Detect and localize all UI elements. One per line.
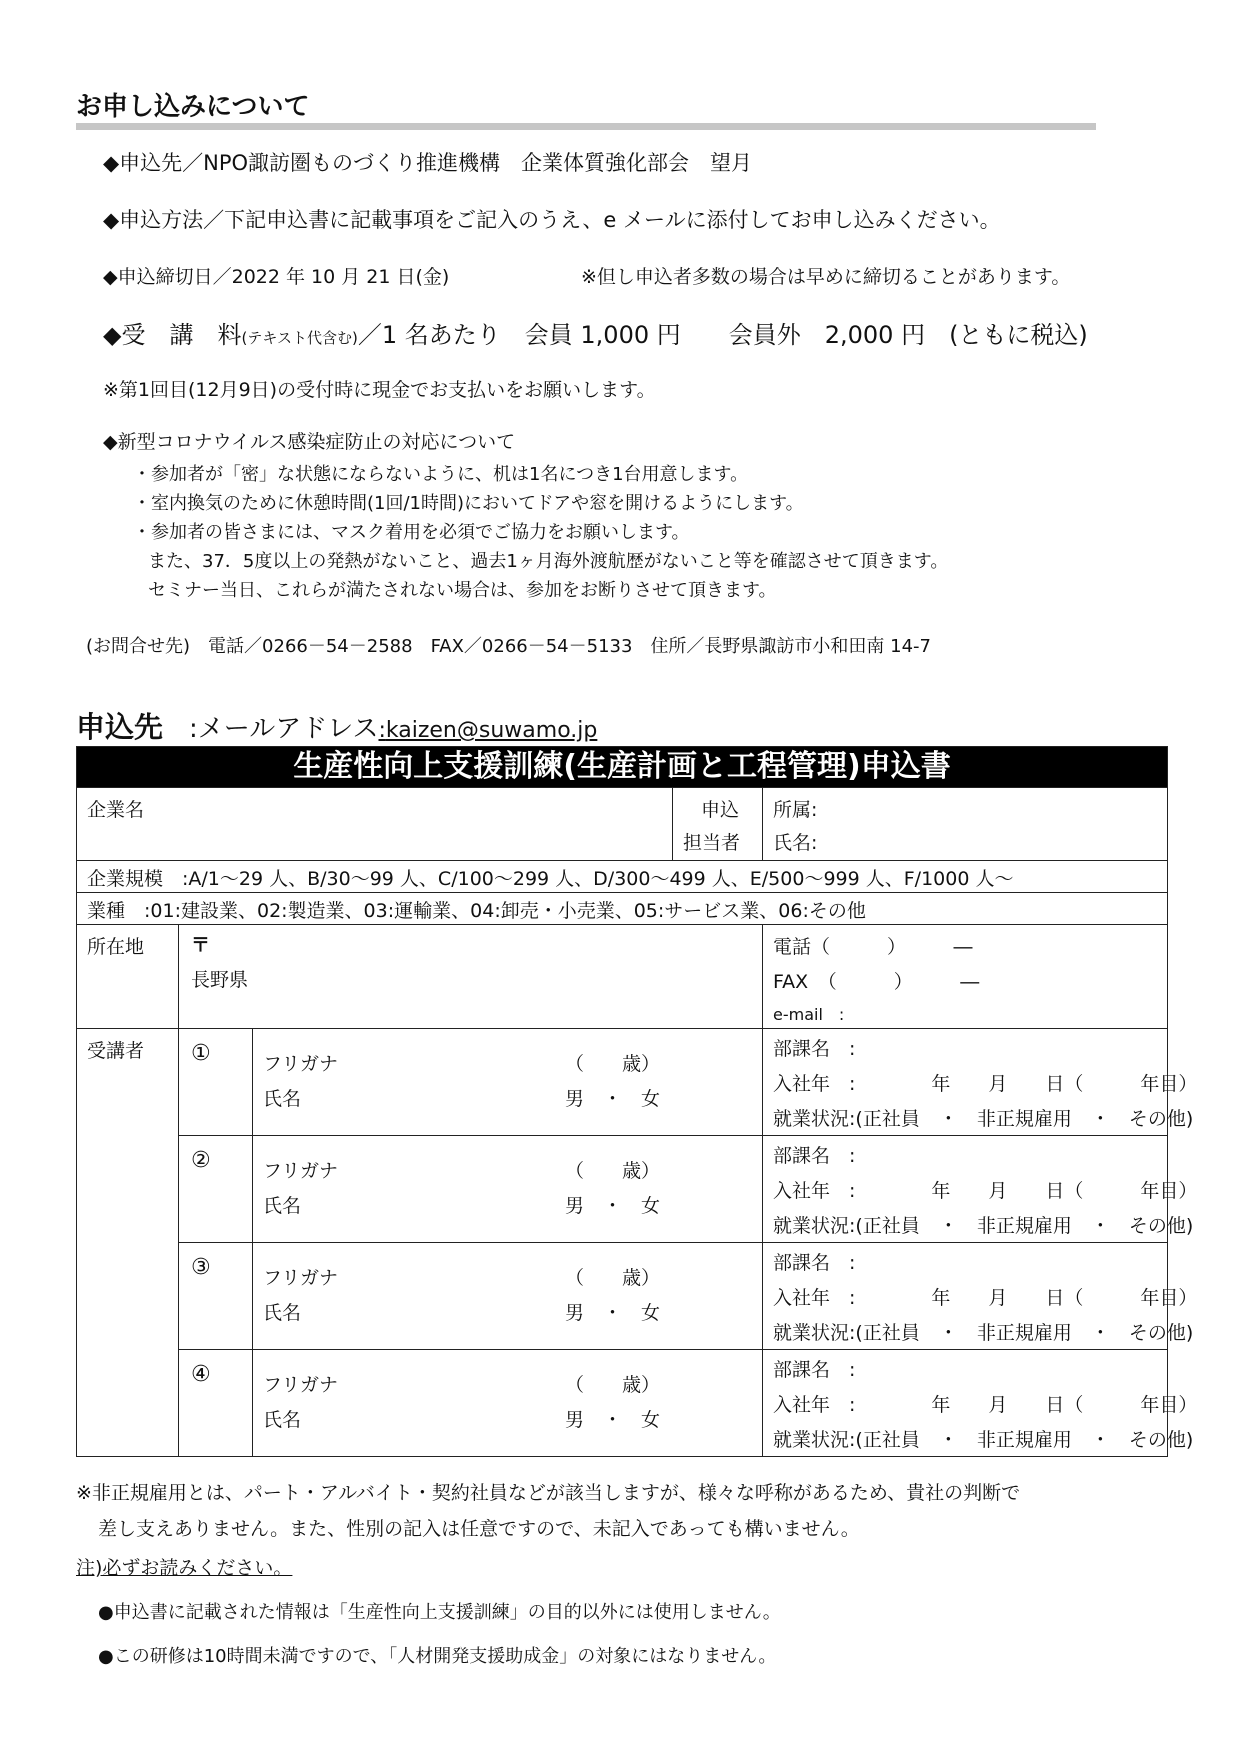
company-scale-row[interactable]: 企業規模 :A/1～29 人、B/30～99 人、C/100～299 人、D/300～499 人、E/500～999 人、F/1000 人～ — [77, 861, 1168, 893]
fee-amounts: ／1 名あたり 会員 1,000 円 会員外 2,000 円 (ともに税込) — [357, 321, 1088, 349]
phone-label: 電話（ ） ― — [773, 936, 973, 958]
payment-note: ※第1回目(12月9日)の受付時に現金でお支払いをお願いします。 — [103, 379, 656, 401]
address-label: 所在地 — [77, 925, 179, 1029]
fee-paren: (テキスト代含む) — [241, 329, 358, 347]
attendee-number: ④ — [179, 1350, 253, 1457]
notice-bullet: ●この研修は10時間未満ですので、「人材開発支援助成金」の対象にはなりません。 — [98, 1646, 777, 1667]
fax-label: FAX （ ） ― — [773, 971, 980, 993]
apply-to-line: ◆申込先／NPO諏訪圏ものづくり推進機構 企業体質強化部会 望月 — [103, 151, 753, 175]
covid-title: ◆新型コロナウイルス感染症防止の対応について — [103, 431, 516, 453]
attendee-employment-field[interactable]: 部課名 : 入社年 : 年 月 日（ 年目） 就業状況:(正社員 ・ 非正規雇用 ・ その他) — [763, 1029, 1168, 1136]
contact-info: (お問合せ先) 電話／0266－54－2588 FAX／0266－54－5133 住所／長野県諏訪市小和田南 14-7 — [86, 636, 932, 657]
covid-line: ・参加者の皆さまには、マスク着用を必須でご協力をお願いします。 — [133, 522, 690, 543]
attendee-number: ③ — [179, 1243, 253, 1350]
fee-line — [103, 315, 1088, 350]
covid-line: また、37．5度以上の発熱がないこと、過去1ヶ月海外渡航歴がないこと等を確認させて頂きます。 — [148, 551, 949, 572]
prefecture: 長野県 — [191, 969, 249, 991]
postal-mark: 〒 — [191, 934, 211, 956]
email-sep: : — [378, 718, 386, 743]
affiliation-label: 所属: — [773, 799, 818, 821]
fee-label: ◆受 講 料 — [103, 321, 242, 349]
apply-heading-label: 申込先 — [76, 710, 164, 744]
section-title: お申し込みについて — [76, 92, 310, 122]
contact-numbers-field[interactable] — [763, 925, 1168, 1029]
attendee-name-field[interactable]: フリガナ 氏名 （ 歳） 男 ・ 女 — [253, 1029, 763, 1136]
deadline-note: ※但し申込者多数の場合は早めに締切ることがあります。 — [581, 266, 1071, 288]
address-field[interactable] — [179, 925, 763, 1029]
covid-line: ・参加者が「密」な状態にならないように、机は1名につき1台用意します。 — [133, 464, 749, 485]
attendee-employment-field[interactable]: 部課名 : 入社年 : 年 月 日（ 年目） 就業状況:(正社員 ・ 非正規雇用 ・ その他) — [763, 1243, 1168, 1350]
section-divider — [76, 123, 1096, 130]
contact-person-label: 申込 担当者 — [673, 788, 763, 861]
email-address-label: :メールアドレス — [163, 714, 379, 744]
attendee-name-field[interactable]: フリガナ 氏名 （ 歳） 男 ・ 女 — [253, 1243, 763, 1350]
attendee-number: ② — [179, 1136, 253, 1243]
attendee-label: 受講者 — [77, 1029, 179, 1457]
attendee-employment-field[interactable]: 部課名 : 入社年 : 年 月 日（ 年目） 就業状況:(正社員 ・ 非正規雇用 ・ その他) — [763, 1136, 1168, 1243]
nonregular-note-cont: 差し支えありません。また、性別の記入は任意ですので、未記入であっても構いません。 — [98, 1518, 860, 1540]
attendee-employment-field[interactable]: 部課名 : 入社年 : 年 月 日（ 年目） 就業状況:(正社員 ・ 非正規雇用 ・ その他) — [763, 1350, 1168, 1457]
attendee-name-field[interactable]: フリガナ 氏名 （ 歳） 男 ・ 女 — [253, 1350, 763, 1457]
company-name-field[interactable] — [77, 788, 673, 861]
contact-name-label: 氏名: — [773, 832, 818, 854]
covid-line: ・室内換気のために休憩時間(1回/1時間)においてドアや窓を開けるようにします。 — [133, 493, 804, 514]
apply-heading — [76, 705, 597, 746]
apply-method-line: ◆申込方法／下記申込書に記載事項をご記入のうえ、e メールに添付してお申し込みください。 — [103, 208, 1001, 232]
covid-line: セミナー当日、これらが満たされない場合は、参加をお断りさせて頂きます。 — [148, 580, 777, 601]
attendee-name-field[interactable]: フリガナ 氏名 （ 歳） 男 ・ 女 — [253, 1136, 763, 1243]
must-read-heading: 注)必ずお読みください。 — [76, 1557, 293, 1579]
industry-row[interactable]: 業種 :01:建設業、02:製造業、03:運輸業、04:卸売・小売業、05:サービス業、06:その他 — [77, 893, 1168, 925]
contact-person-field[interactable] — [763, 788, 1168, 861]
application-form — [76, 746, 1198, 1457]
email-link[interactable]: kaizen@suwamo.jp — [385, 718, 598, 743]
notice-bullet: ●申込書に記載された情報は「生産性向上支援訓練」の目的以外には使用しません。 — [98, 1602, 781, 1623]
form-title: 生産性向上支援訓練(生産計画と工程管理)申込書 — [77, 747, 1168, 788]
nonregular-note: ※非正規雇用とは、パート・アルバイト・契約社員などが該当しますが、様々な呼称があるため、貴社の判断で — [76, 1482, 1021, 1504]
email-field-label: e-mail : — [773, 1005, 845, 1024]
company-name-label: 企業名 — [87, 799, 145, 821]
attendee-number: ① — [179, 1029, 253, 1136]
deadline-line: ◆申込締切日／2022 年 10 月 21 日(金) — [103, 266, 450, 288]
